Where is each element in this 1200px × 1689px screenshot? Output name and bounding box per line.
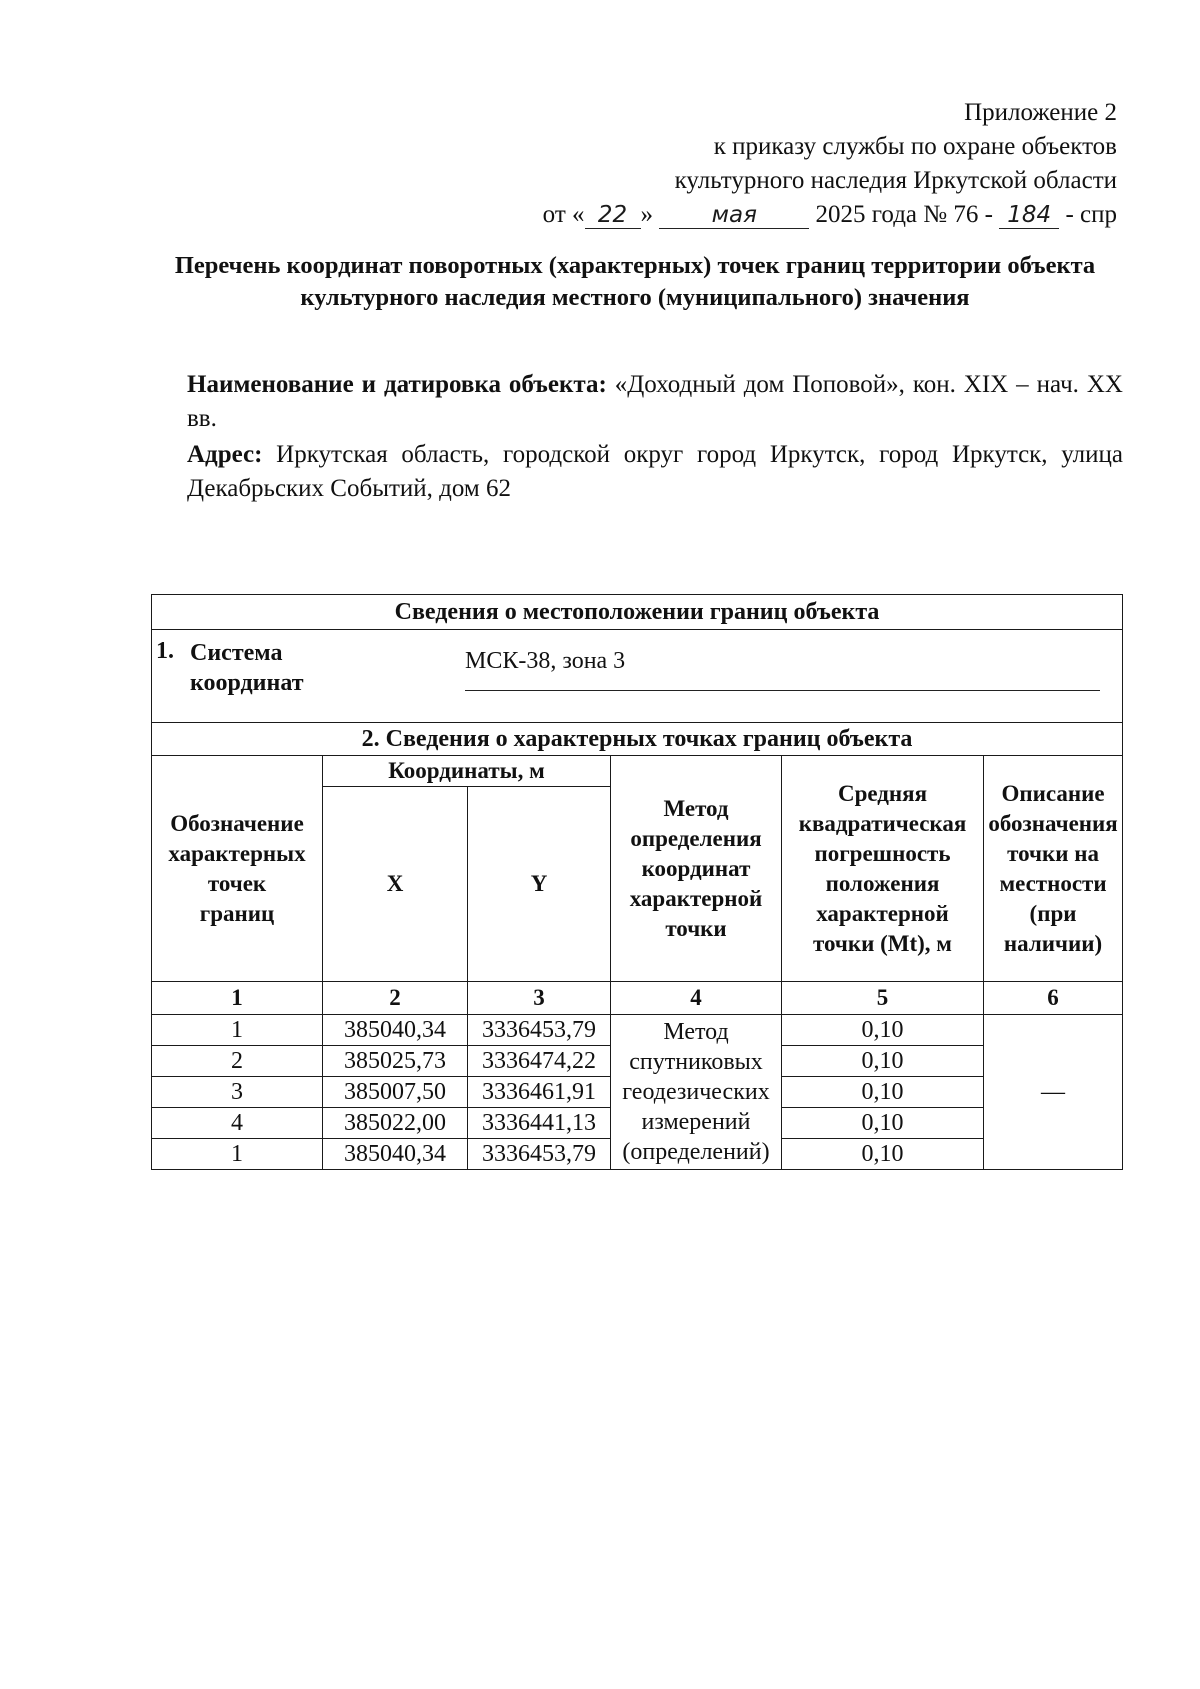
column-number: 4 — [611, 982, 782, 1015]
y-cell: 3336461,91 — [468, 1077, 611, 1108]
x-cell: 385022,00 — [323, 1108, 468, 1139]
point-cell: 4 — [152, 1108, 323, 1139]
col-description-line: точки на — [1007, 840, 1099, 866]
y-cell: 3336441,13 — [468, 1108, 611, 1139]
points-title: 2. Сведения о характерных точках границ объекта — [152, 723, 1123, 756]
method-line: измерений — [641, 1109, 751, 1135]
column-number: 5 — [782, 982, 984, 1015]
date-mid: » — [640, 201, 654, 228]
method-cell — [611, 1015, 782, 1170]
col-method-header — [611, 756, 782, 982]
col-designation-header — [152, 756, 323, 982]
system-value: МСК-38, зона 3 — [465, 648, 626, 674]
mt-cell: 0,10 — [782, 1108, 984, 1139]
col-method-line: координат — [641, 855, 751, 881]
system-label-line-1: Система — [190, 640, 283, 666]
mt-cell: 0,10 — [782, 1015, 984, 1046]
appendix-header — [543, 96, 1117, 232]
document-title: Перечень координат поворотных (характерных) точек границ территории объекта культурного наследия местного (муниципального) значения — [174, 252, 1096, 311]
method-line: (определений) — [622, 1139, 770, 1165]
appendix-line-2: к приказу службы по охране объектов — [713, 133, 1117, 160]
handwritten-day: 22 — [585, 202, 641, 229]
handwritten-month: мая — [659, 202, 809, 229]
col-designation-line: Обозначение — [170, 810, 304, 836]
col-error-line: Средняя — [837, 780, 928, 806]
coordinates-table — [151, 594, 1123, 1170]
method-line: геодезических — [622, 1079, 770, 1105]
handwritten-order-number: 184 — [999, 202, 1059, 229]
col-method-line: определения — [630, 825, 762, 851]
object-info — [187, 368, 1123, 506]
mt-cell: 0,10 — [782, 1139, 984, 1170]
object-name-value: «Доходный дом Поповой», кон. XIX – нач. XX вв. — [187, 371, 1123, 432]
col-error-line: характерной — [816, 900, 949, 926]
appendix-line-1: Приложение 2 — [964, 99, 1117, 126]
column-number: 1 — [152, 982, 323, 1015]
y-cell: 3336474,22 — [468, 1046, 611, 1077]
col-x-header: X — [323, 787, 468, 982]
object-name-paragraph — [187, 368, 1123, 436]
column-number-row — [152, 982, 1123, 1015]
system-underline — [465, 690, 1100, 691]
x-cell: 385040,34 — [323, 1015, 468, 1046]
object-address-label: Адрес: — [187, 441, 263, 468]
col-y-header: Y — [468, 787, 611, 982]
system-label — [190, 638, 304, 698]
column-number: 6 — [984, 982, 1123, 1015]
col-designation-line: характерных — [168, 840, 306, 866]
col-designation-line: точек — [207, 870, 267, 896]
col-error-header — [782, 756, 984, 982]
col-description-line: местности — [999, 870, 1107, 896]
y-cell: 3336453,79 — [468, 1015, 611, 1046]
point-cell: 3 — [152, 1077, 323, 1108]
x-cell: 385007,50 — [323, 1077, 468, 1108]
y-cell: 3336453,79 — [468, 1139, 611, 1170]
object-name-label: Наименование и датировка объекта: — [187, 371, 607, 398]
col-error-line: погрешность — [814, 840, 951, 866]
col-method-line: точки — [665, 915, 727, 941]
col-error-line: положения — [825, 870, 940, 896]
object-address-paragraph — [187, 438, 1123, 506]
object-address-value: Иркутская область, городской округ город Иркутск, город Иркутск, улица Декабрьских Событий, дом 62 — [187, 441, 1124, 502]
point-cell: 1 — [152, 1139, 323, 1170]
column-number: 3 — [468, 982, 611, 1015]
col-error-line: точки (Mt), м — [813, 930, 952, 956]
x-cell: 385040,34 — [323, 1139, 468, 1170]
method-line: спутниковых — [629, 1049, 763, 1075]
col-method-line: характерной — [629, 885, 763, 911]
col-description-line: Описание — [1001, 780, 1105, 806]
mt-cell: 0,10 — [782, 1077, 984, 1108]
system-number: 1. — [156, 638, 174, 664]
coordinate-system-cell — [152, 630, 1123, 723]
col-coordinates-header: Координаты, м — [323, 756, 611, 787]
description-cell: — — [984, 1015, 1123, 1170]
point-cell: 1 — [152, 1015, 323, 1046]
appendix-date-line — [543, 198, 1117, 232]
table-row — [152, 1015, 1123, 1046]
x-cell: 385025,73 — [323, 1046, 468, 1077]
date-year: 2025 года № 76 - — [815, 201, 993, 228]
date-prefix: от « — [542, 201, 585, 228]
point-cell: 2 — [152, 1046, 323, 1077]
col-method-line: Метод — [663, 795, 729, 821]
col-error-line: квадратическая — [798, 810, 967, 836]
appendix-line-3: культурного наследия Иркутской области — [674, 167, 1117, 194]
column-number: 2 — [323, 982, 468, 1015]
section-title: Сведения о местоположении границ объекта — [152, 595, 1123, 630]
method-line: Метод — [663, 1019, 729, 1045]
col-description-header — [984, 756, 1123, 982]
col-designation-line: границ — [199, 900, 275, 926]
col-description-line: (при наличии) — [1003, 900, 1103, 956]
mt-cell: 0,10 — [782, 1046, 984, 1077]
order-suffix: - спр — [1065, 201, 1117, 228]
system-label-line-2: координат — [190, 670, 304, 696]
col-description-line: обозначения — [988, 810, 1118, 836]
